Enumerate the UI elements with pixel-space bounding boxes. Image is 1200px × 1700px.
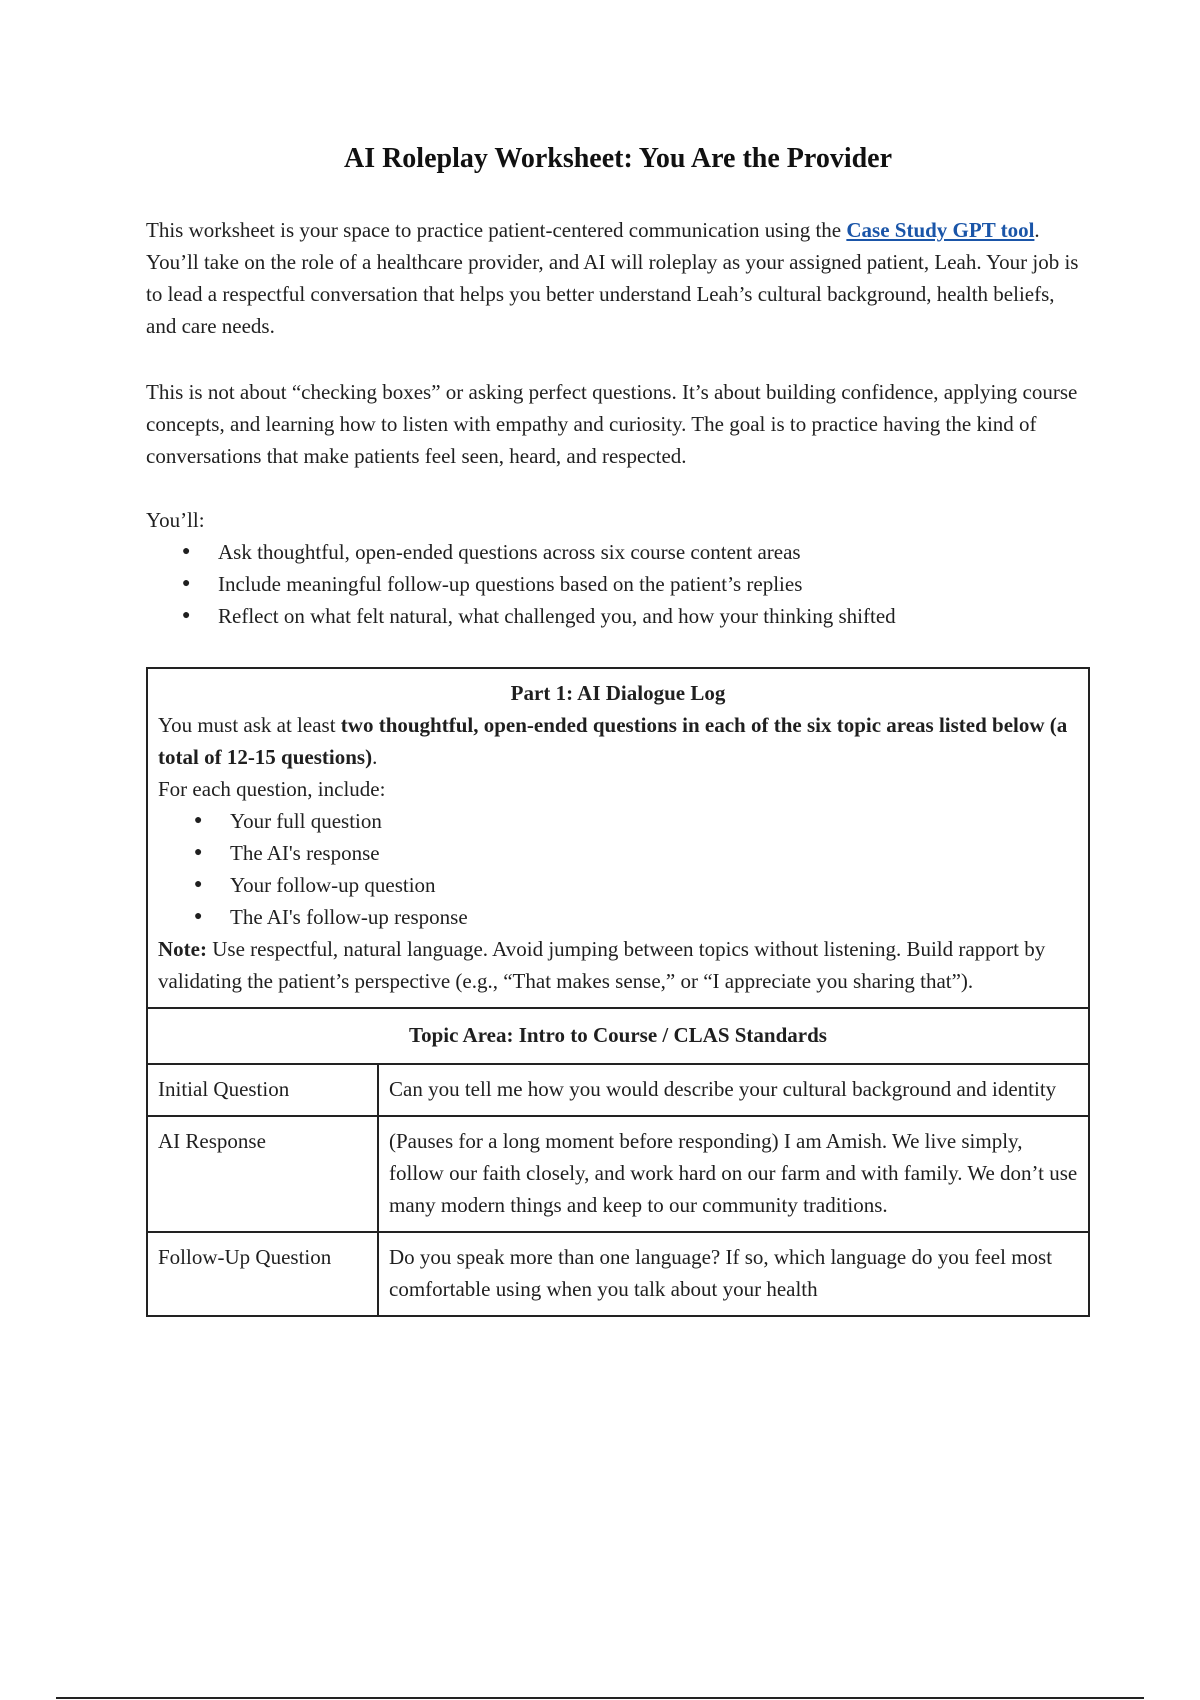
part1-note	[158, 933, 1078, 997]
list-item: ● Ask thoughtful, open-ended questions across six course content areas	[146, 536, 1090, 568]
part1-instructions-cell	[147, 668, 1089, 1008]
list-item: ● Reflect on what felt natural, what challenged you, and how your thinking shifted	[146, 600, 1090, 632]
row-value-initial-question[interactable]: Can you tell me how you would describe your cultural background and identity	[378, 1064, 1089, 1116]
for-each-label: For each question, include:	[158, 777, 386, 801]
instruction-bold: two thoughtful, open-ended questions in each of the six topic areas listed below (a total of 12-15 questions)	[158, 713, 1068, 769]
note-text: Use respectful, natural language. Avoid jumping between topics without listening. Build rapport by validating the patient’s perspective (e.g., “That makes sense,” or “I appreciate you sharing that”).	[158, 937, 1046, 993]
youll-label: You’ll:	[146, 508, 205, 532]
row-value-follow-up-question[interactable]: Do you speak more than one language? If so, which language do you feel most comfortable using when you talk about your health	[378, 1232, 1089, 1316]
instruction-end: .	[372, 745, 378, 769]
list-item: ● The AI's response	[158, 837, 1078, 869]
row-label-ai-response: AI Response	[147, 1116, 378, 1232]
table-row	[147, 1064, 1089, 1116]
part1-instruction	[158, 709, 1078, 773]
worksheet-title: AI Roleplay Worksheet: You Are the Provider	[343, 143, 893, 174]
part1-heading: Part 1: AI Dialogue Log	[510, 681, 726, 705]
list-item: ● Your follow-up question	[158, 869, 1078, 901]
dialogue-log-table	[146, 667, 1090, 1317]
row-label-initial-question: Initial Question	[147, 1064, 378, 1116]
row-label-follow-up-question: Follow-Up Question	[147, 1232, 378, 1316]
youll-list	[146, 536, 1090, 632]
page-bottom-rule	[56, 1697, 1144, 1699]
note-label: Note:	[158, 937, 207, 961]
table-row	[147, 1232, 1089, 1316]
part1-include-list	[158, 805, 1078, 933]
intro-text-after-link: . You’ll take on the role of a healthcare provider, and AI will roleplay as your assigned patient, Leah. Your job is to lead a respectful conversation that helps you better understand Leah’s cultural background, health beliefs, and care needs.	[146, 218, 1079, 338]
topic-area-heading: Topic Area: Intro to Course / CLAS Standards	[147, 1008, 1089, 1064]
intro-text-before-link: This worksheet is your space to practice patient-centered communication using the	[146, 218, 847, 242]
list-item: ● The AI's follow-up response	[158, 901, 1078, 933]
instruction-lead: You must ask at least	[158, 713, 341, 737]
intro-paragraph	[146, 214, 1090, 342]
case-study-gpt-link[interactable]: Case Study GPT tool	[846, 218, 1035, 242]
list-item: ● Include meaningful follow-up questions based on the patient’s replies	[146, 568, 1090, 600]
table-row	[147, 1116, 1089, 1232]
row-value-ai-response[interactable]: (Pauses for a long moment before responding) I am Amish. We live simply, follow our faith closely, and work hard on our farm and with family. We don’t use many modern things and keep to our community traditions.	[378, 1116, 1089, 1232]
list-item: ● Your full question	[158, 805, 1078, 837]
purpose-paragraph: This is not about “checking boxes” or asking perfect questions. It’s about building confidence, applying course concepts, and learning how to listen with empathy and curiosity. The goal is to practice having the kind of conversations that make patients feel seen, heard, and respected.	[146, 380, 1078, 468]
